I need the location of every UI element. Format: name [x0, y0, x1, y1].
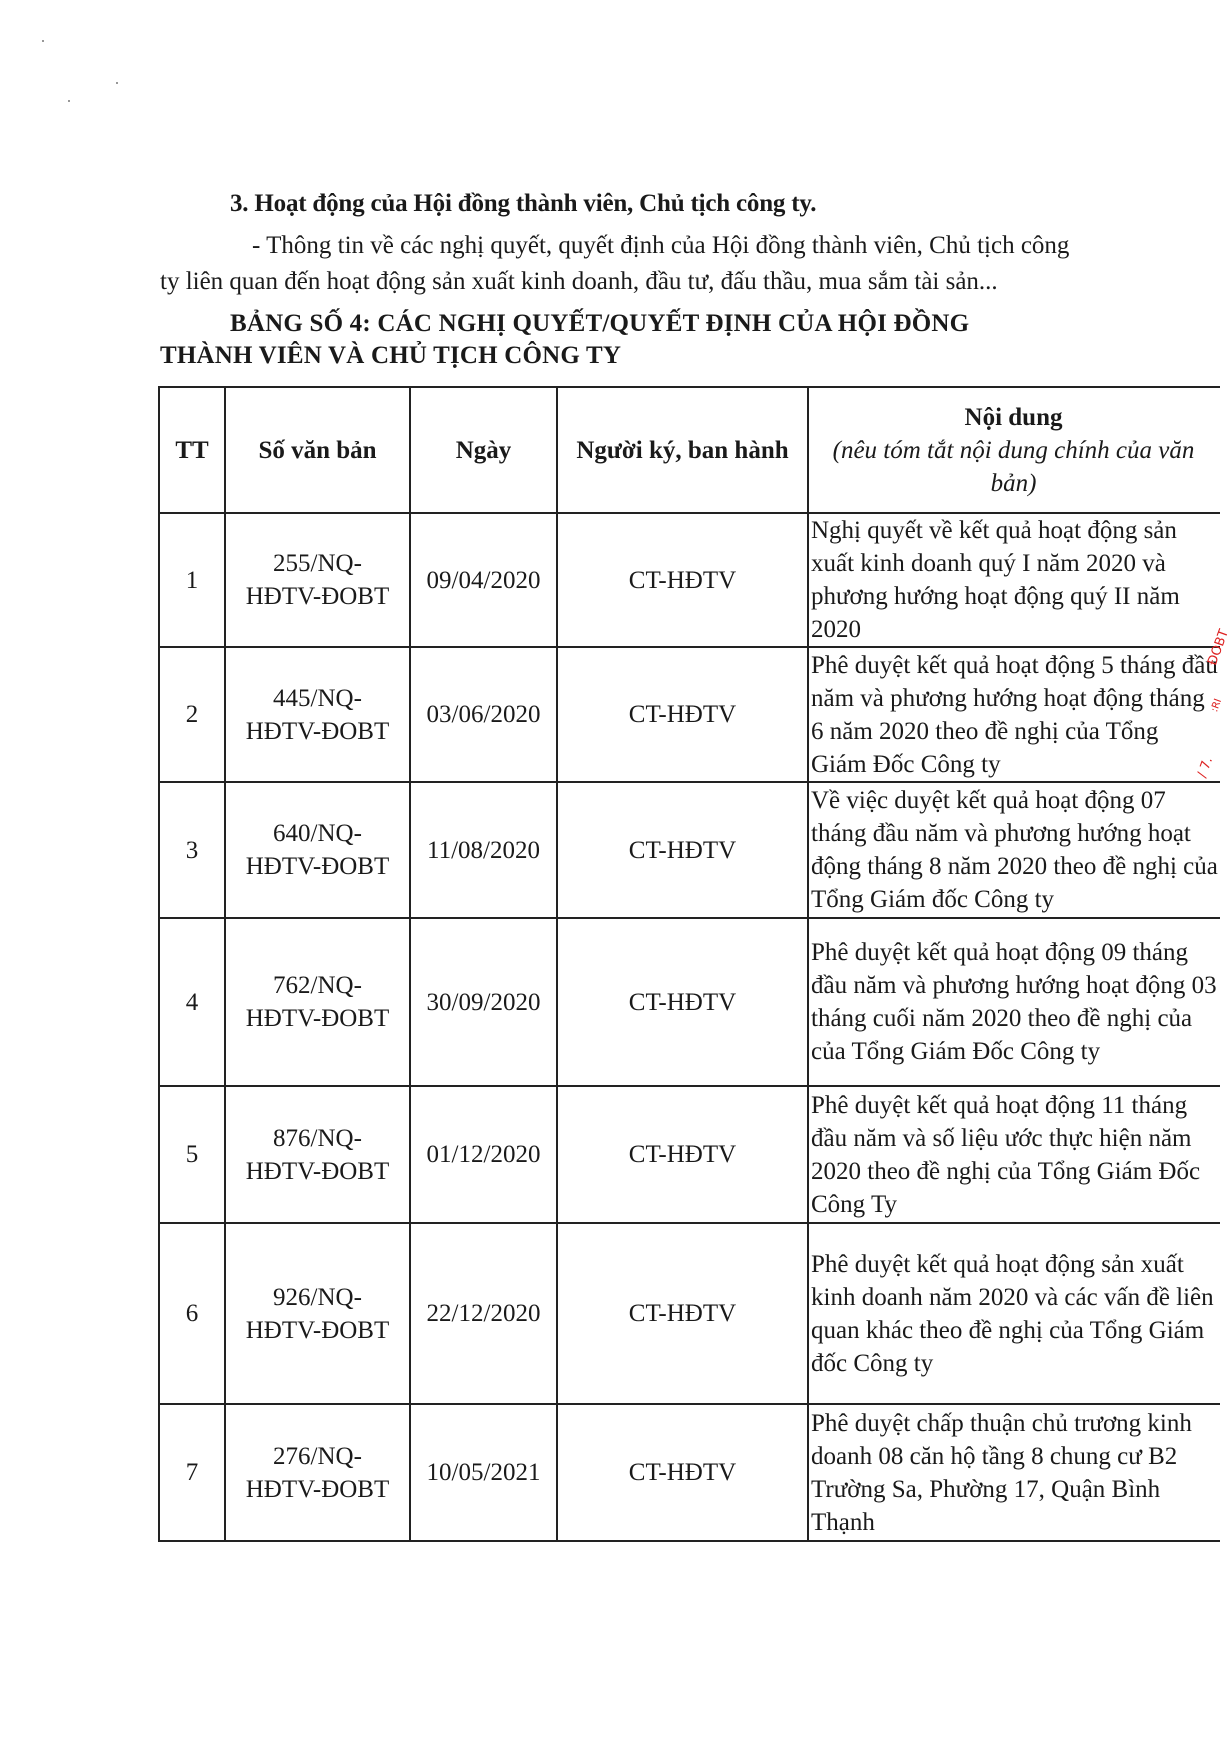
paragraph-line-1: - Thông tin về các nghị quyết, quyết định của Hội đồng thành viên, Chủ tịch công — [252, 232, 1070, 259]
cell-so-van-ban — [225, 1086, 410, 1223]
header-noi-dung — [808, 387, 1220, 513]
handwritten-mark: :RI — [1209, 697, 1225, 714]
table-header-row — [159, 387, 1220, 513]
resolutions-table — [158, 386, 1220, 1542]
cell-so-van-ban — [225, 918, 410, 1086]
cell-so-van-ban — [225, 513, 410, 647]
table-row — [159, 1404, 1220, 1541]
header-tt: TT — [159, 387, 225, 513]
cell-ngay: 11/08/2020 — [410, 782, 557, 918]
cell-nguoi-ky: CT-HĐTV — [557, 513, 808, 647]
document-number-prefix: 876/NQ- — [273, 1124, 362, 1152]
cell-tt: 2 — [159, 647, 225, 782]
header-nguoi-ky: Người ký, ban hành — [557, 387, 808, 513]
cell-nguoi-ky: CT-HĐTV — [557, 1223, 808, 1404]
cell-noi-dung: Phê duyệt kết quả hoạt động 11 tháng đầu năm và số liệu ước thực hiện năm 2020 theo đề nghị của Tổng Giám Đốc Công Ty — [808, 1086, 1220, 1223]
document-number-prefix: 255/NQ- — [273, 550, 362, 577]
header-noi-dung-title: Nội dung — [964, 403, 1063, 431]
document-number-prefix: 640/NQ- — [273, 820, 362, 847]
cell-tt: 6 — [159, 1223, 225, 1404]
header-noi-dung-subtitle: (nêu tóm tắt nội dung chính của văn bản) — [832, 436, 1195, 497]
document-number-suffix: HĐTV-ĐOBT — [245, 1005, 390, 1032]
paragraph-line-2: ty liên quan đến hoạt động sản xuất kinh doanh, đầu tư, đấu thầu, mua sắm tài sản... — [160, 268, 998, 295]
section-heading: 3. Hoạt động của Hội đồng thành viên, Chủ tịch công ty. — [230, 190, 817, 217]
cell-so-van-ban — [225, 1223, 410, 1404]
scan-speck — [68, 100, 70, 102]
cell-noi-dung: Phê duyệt kết quả hoạt động 5 tháng đầu năm và phương hướng hoạt động tháng 6 năm 2020 theo đề nghị của Tổng Giám Đốc Công ty — [808, 647, 1220, 782]
cell-noi-dung: Phê duyệt chấp thuận chủ trương kinh doanh 08 căn hộ tầng 8 chung cư B2 Trường Sa, Phường 17, Quận Bình Thạnh — [808, 1404, 1220, 1541]
cell-nguoi-ky: CT-HĐTV — [557, 647, 808, 782]
cell-so-van-ban — [225, 647, 410, 782]
cell-tt: 1 — [159, 513, 225, 647]
table-row — [159, 918, 1220, 1086]
table-row — [159, 647, 1220, 782]
cell-tt: 3 — [159, 782, 225, 918]
cell-ngay: 01/12/2020 — [410, 1086, 557, 1223]
document-number-prefix: 926/NQ- — [273, 1283, 362, 1311]
cell-tt: 7 — [159, 1404, 225, 1541]
document-number-suffix: HĐTV-ĐOBT — [245, 717, 390, 745]
document-number-suffix: HĐTV-ĐOBT — [245, 583, 390, 610]
cell-noi-dung: Nghị quyết về kết quả hoạt động sản xuất kinh doanh quý I năm 2020 và phương hướng hoạt động quý II năm 2020 — [808, 513, 1220, 647]
cell-ngay: 03/06/2020 — [410, 647, 557, 782]
cell-noi-dung: Về việc duyệt kết quả hoạt động 07 tháng đầu năm và phương hướng hoạt động tháng 8 năm 2020 theo đề nghị của Tổng Giám đốc Công ty — [808, 782, 1220, 918]
document-number-prefix: 276/NQ- — [273, 1442, 362, 1470]
cell-noi-dung: Phê duyệt kết quả hoạt động sản xuất kinh doanh năm 2020 và các vấn đề liên quan khác theo đề nghị của Tổng Giám đốc Công ty — [808, 1223, 1220, 1404]
cell-tt: 4 — [159, 918, 225, 1086]
cell-ngay: 22/12/2020 — [410, 1223, 557, 1404]
cell-tt: 5 — [159, 1086, 225, 1223]
cell-nguoi-ky: CT-HĐTV — [557, 782, 808, 918]
table-row — [159, 513, 1220, 647]
cell-nguoi-ky: CT-HĐTV — [557, 1086, 808, 1223]
document-number-suffix: HĐTV-ĐOBT — [245, 1157, 390, 1185]
header-ngay: Ngày — [410, 387, 557, 513]
cell-so-van-ban — [225, 1404, 410, 1541]
cell-ngay: 09/04/2020 — [410, 513, 557, 647]
document-number-suffix: HĐTV-ĐOBT — [245, 1316, 390, 1344]
cell-ngay: 10/05/2021 — [410, 1404, 557, 1541]
document-number-suffix: HĐTV-ĐOBT — [245, 853, 390, 880]
table-row — [159, 1223, 1220, 1404]
document-number-suffix: HĐTV-ĐOBT — [245, 1475, 390, 1503]
handwritten-mark: / 7. — [1194, 755, 1217, 780]
cell-nguoi-ky: CT-HĐTV — [557, 918, 808, 1086]
cell-so-van-ban — [225, 782, 410, 918]
table-row — [159, 1086, 1220, 1223]
cell-ngay: 30/09/2020 — [410, 918, 557, 1086]
document-number-prefix: 762/NQ- — [273, 972, 362, 999]
table-title-line-1: BẢNG SỐ 4: CÁC NGHỊ QUYẾT/QUYẾT ĐỊNH CỦA HỘI ĐỒNG — [230, 310, 970, 337]
handwritten-mark: ĐOBT — [1205, 627, 1232, 668]
cell-noi-dung: Phê duyệt kết quả hoạt động 09 tháng đầu năm và phương hướng hoạt động 03 tháng cuối năm 2020 theo đề nghị của của Tổng Giám Đốc Công ty — [808, 918, 1220, 1086]
scan-speck — [42, 40, 44, 42]
header-so-van-ban: Số văn bản — [225, 387, 410, 513]
resolutions-table-container — [158, 386, 1220, 1546]
table-row — [159, 782, 1220, 918]
cell-nguoi-ky: CT-HĐTV — [557, 1404, 808, 1541]
document-number-prefix: 445/NQ- — [273, 684, 362, 712]
table-title-line-2: THÀNH VIÊN VÀ CHỦ TỊCH CÔNG TY — [160, 342, 622, 369]
scan-speck — [116, 82, 118, 84]
